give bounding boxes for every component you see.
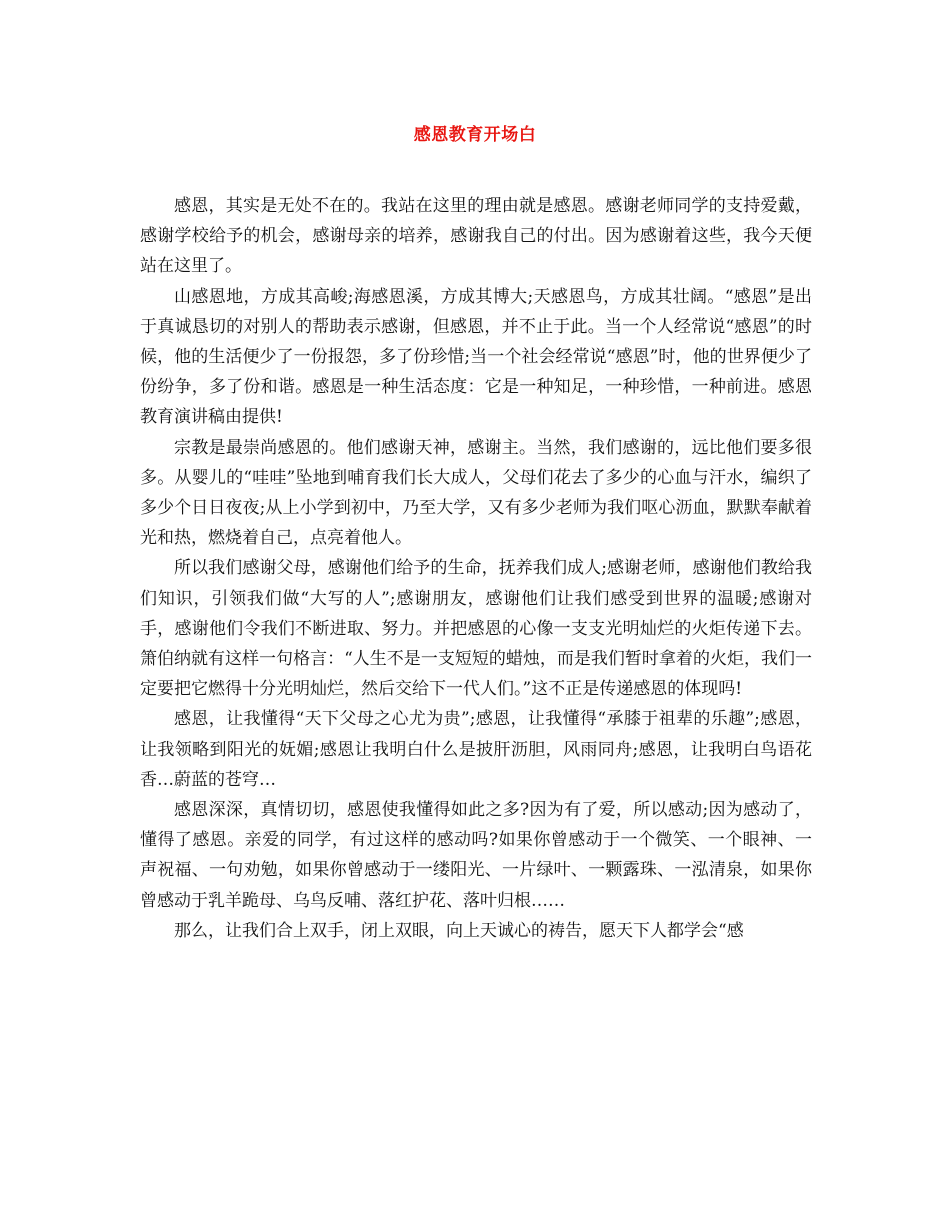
document-title: 感恩教育开场白 (413, 125, 537, 145)
paragraph: 那么，让我们合上双手，闭上双眼，向上天诚心的祷告，愿天下人都学会“感 (174, 920, 744, 941)
paragraph: 感恩，其实是无处不在的。我站在这里的理由就是感恩。感谢老师同学的支持爱戴，感谢学校给予的机会，感谢母亲的培养，感谢我自己的付出。因为感谢着这些，我今天便站在这里了。 (140, 196, 812, 277)
paragraph: 所以我们感谢父母，感谢他们给予的生命，抚养我们成人;感谢老师，感谢他们教给我们知识，引领我们做“大写的人”;感谢朋友，感谢他们让我们感受到世界的温暖;感谢对手，感谢他们令我们不断进取、努力。并把感恩的心像一支支光明灿烂的火炬传递下去。箫伯纳就有这样一句格言：“人生不是一支短短的蜡烛，而是我们暂时拿着的火炬，我们一定要把它燃得十分光明灿烂，然后交给下一代人们。”这不正是传递感恩的体现吗! (140, 558, 812, 700)
paragraph: 山感恩地，方成其高峻;海感恩溪，方成其博大;天感恩鸟，方成其壮阔。“感恩”是出于真诚恳切的对别人的帮助表示感谢，但感恩，并不止于此。当一个人经常说“感恩”的时候，他的生活便少了一份报怨，多了份珍惜;当一个社会经常说“感恩”时，他的世界便少了份纷争，多了份和谐。感恩是一种生活态度：它是一种知足，一种珍惜，一种前进。感恩教育演讲稿由提供! (140, 286, 812, 428)
paragraph: 感恩，让我懂得“天下父母之心尤为贵”;感恩，让我懂得“承膝于祖辈的乐趣”;感恩，让我领略到阳光的妩媚;感恩让我明白什么是披肝沥胆，风雨同舟;感恩，让我明白鸟语花香…蔚蓝的苍穹… (140, 709, 812, 790)
paragraph: 宗教是最崇尚感恩的。他们感谢天神，感谢主。当然，我们感谢的，远比他们要多很多。从婴儿的“哇哇”坠地到哺育我们长大成人，父母们花去了多少的心血与汗水，编织了多少个日日夜夜;从上小学到初中，乃至大学，又有多少老师为我们呕心沥血，默默奉献着光和热，燃烧着自己，点亮着他人。 (140, 437, 812, 549)
paragraph: 感恩深深，真情切切，感恩使我懂得如此之多?因为有了爱，所以感动;因为感动了，懂得了感恩。亲爱的同学，有过这样的感动吗?如果你曾感动于一个微笑、一个眼神、一声祝福、一句劝勉，如果你曾感动于一缕阳光、一片绿叶、一颗露珠、一泓清泉，如果你曾感动于乳羊跪母、乌鸟反哺、落红护花、落叶归根…… (140, 800, 812, 911)
document-body (140, 191, 812, 946)
